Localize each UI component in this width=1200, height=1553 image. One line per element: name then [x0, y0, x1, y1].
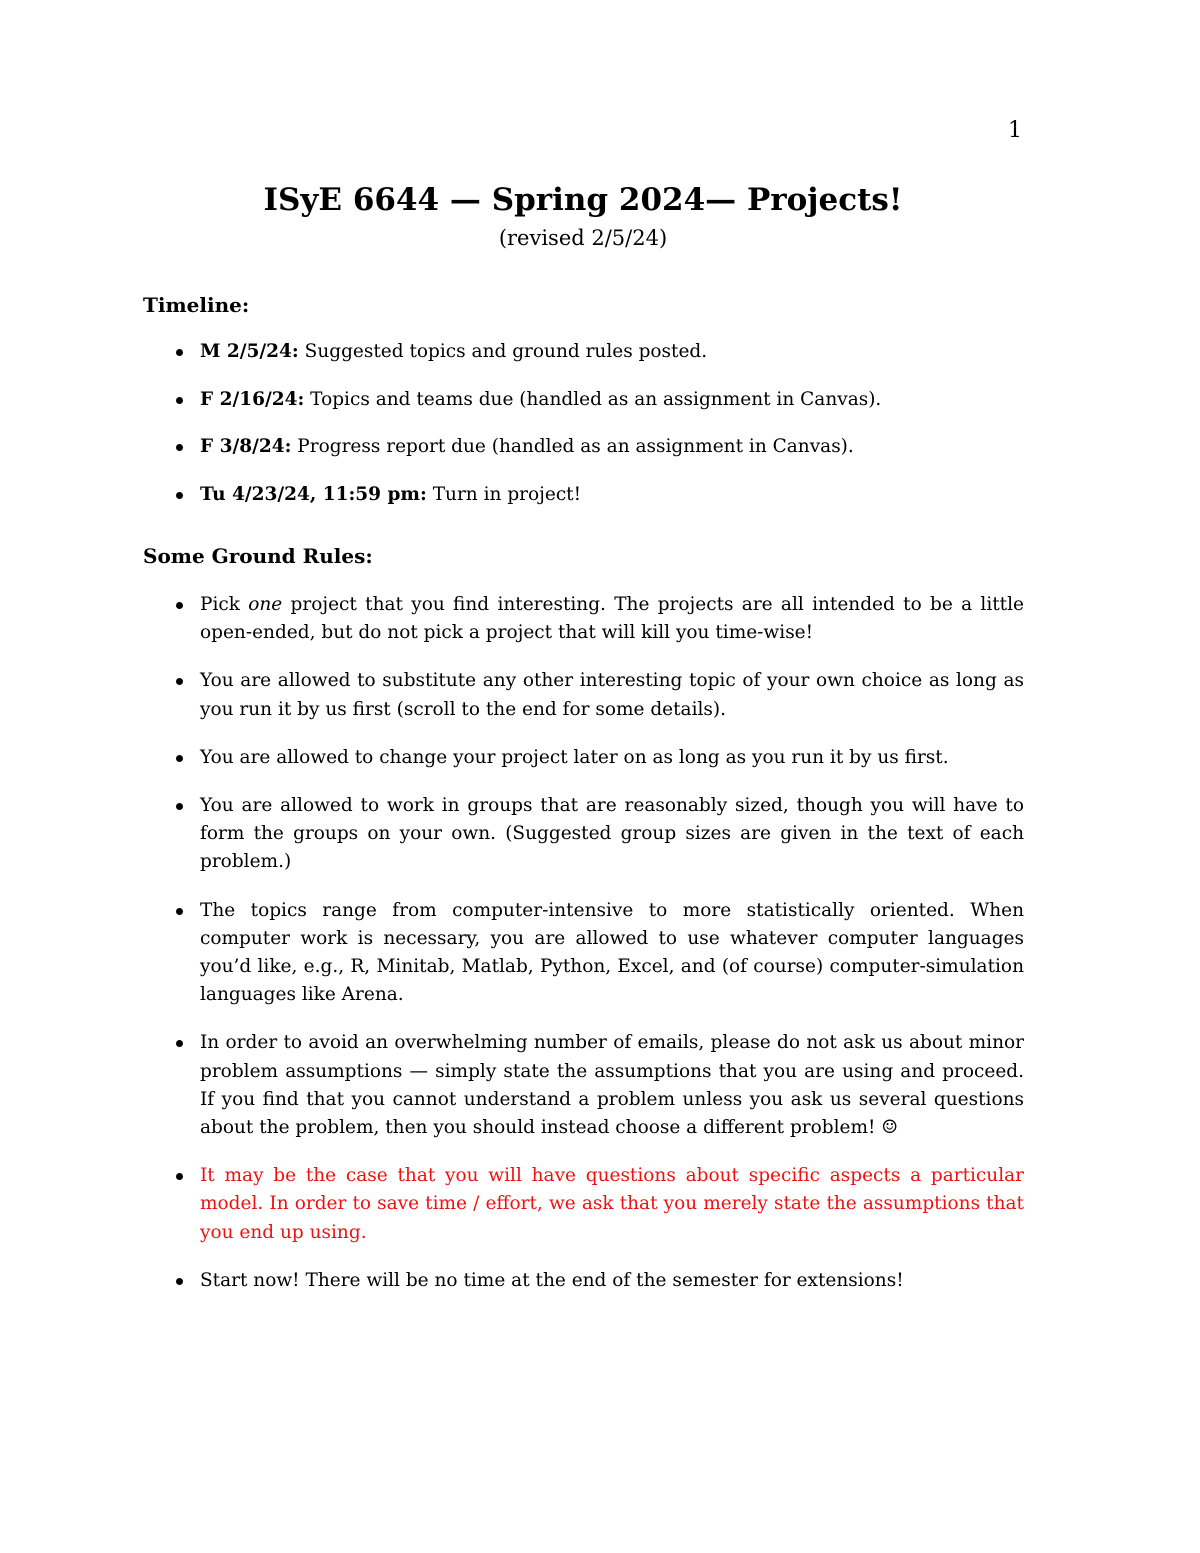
page-number: 1 [1008, 118, 1022, 143]
rule-text: You are allowed to work in groups that are reasonably sized, though you will have to form the groups on your own. (Suggested group sizes are given in the text of each problem.) [200, 795, 1024, 873]
ground-rule-item-highlighted [176, 1162, 1024, 1247]
rule-text: It may be the case that you will have questions about specific aspects a particular model. In order to save time / effort, we ask that you merely state the assumptions that you end up using. [200, 1165, 1024, 1243]
timeline-item [176, 433, 1024, 461]
document-title: ISyE 6644 — Spring 2024— Projects! [263, 182, 903, 218]
rule-text: You are allowed to substitute any other interesting topic of your own choice as long as you run it by us first (scroll to the end for some details). [200, 670, 1024, 720]
ground-rule-item [176, 744, 1024, 772]
timeline-text: Progress report due (handled as an assignment in Canvas). [291, 436, 854, 458]
timeline-date: M 2/5/24: [200, 341, 299, 362]
timeline-date: F 2/16/24: [200, 388, 305, 410]
timeline-list [176, 338, 1024, 529]
rule-text: project that you find interesting. The projects are all intended to be a little open-ended, but do not pick a project that will kill you time-wise! [200, 594, 1024, 644]
rule-emphasis: one [248, 594, 283, 615]
bullet-icon [176, 678, 183, 685]
timeline-item [176, 338, 1024, 366]
ground-rule-item [176, 591, 1024, 647]
rule-text: You are allowed to change your project later on as long as you run it by us first. [200, 746, 949, 768]
ground-rules-heading: Some Ground Rules: [143, 544, 373, 568]
timeline-text: Topics and teams due (handled as an assignment in Canvas). [304, 388, 882, 410]
timeline-item [176, 481, 1024, 509]
bullet-icon [176, 1040, 183, 1047]
timeline-date: Tu 4/23/24, 11:59 pm: [200, 484, 427, 506]
document-subtitle: (revised 2/5/24) [498, 226, 668, 250]
timeline-date: F 3/8/24: [200, 436, 292, 458]
timeline-text: Suggested topics and ground rules posted. [298, 341, 708, 362]
rule-text: Start now! There will be no time at the end of the semester for extensions! [200, 1269, 904, 1291]
bullet-icon [176, 397, 183, 404]
bullet-icon [176, 349, 183, 356]
bullet-icon [176, 1278, 183, 1285]
timeline-text: Turn in project! [426, 484, 582, 506]
timeline-heading: Timeline: [143, 293, 250, 317]
rule-text: In order to avoid an overwhelming number of emails, please do not ask us about minor problem assumptions — simply state the assumptions that you are using and proceed. If you find that you cannot understand a problem unless you ask us several questions about the problem, then you should instead choose a different problem! ☺ [200, 1032, 1024, 1139]
bullet-icon [176, 803, 183, 810]
ground-rule-item [176, 1267, 1024, 1295]
bullet-icon [176, 755, 183, 762]
timeline-item [176, 386, 1024, 414]
rule-text: Pick [200, 594, 249, 615]
bullet-icon [176, 492, 183, 499]
ground-rule-item [176, 792, 1024, 877]
ground-rule-item [176, 897, 1024, 1010]
bullet-icon [176, 908, 183, 915]
ground-rules-list [176, 591, 1024, 1315]
ground-rule-item [176, 667, 1024, 723]
bullet-icon [176, 444, 183, 451]
bullet-icon [176, 1173, 183, 1180]
bullet-icon [176, 602, 183, 609]
rule-text: The topics range from computer-intensive to more statistically oriented. When computer work is necessary, you are allowed to use whatever computer languages you’d like, e.g., R, Minitab, Matlab, Python, Excel, and (of course) computer-simulation languages like Arena. [200, 899, 1024, 1006]
ground-rule-item [176, 1029, 1024, 1142]
